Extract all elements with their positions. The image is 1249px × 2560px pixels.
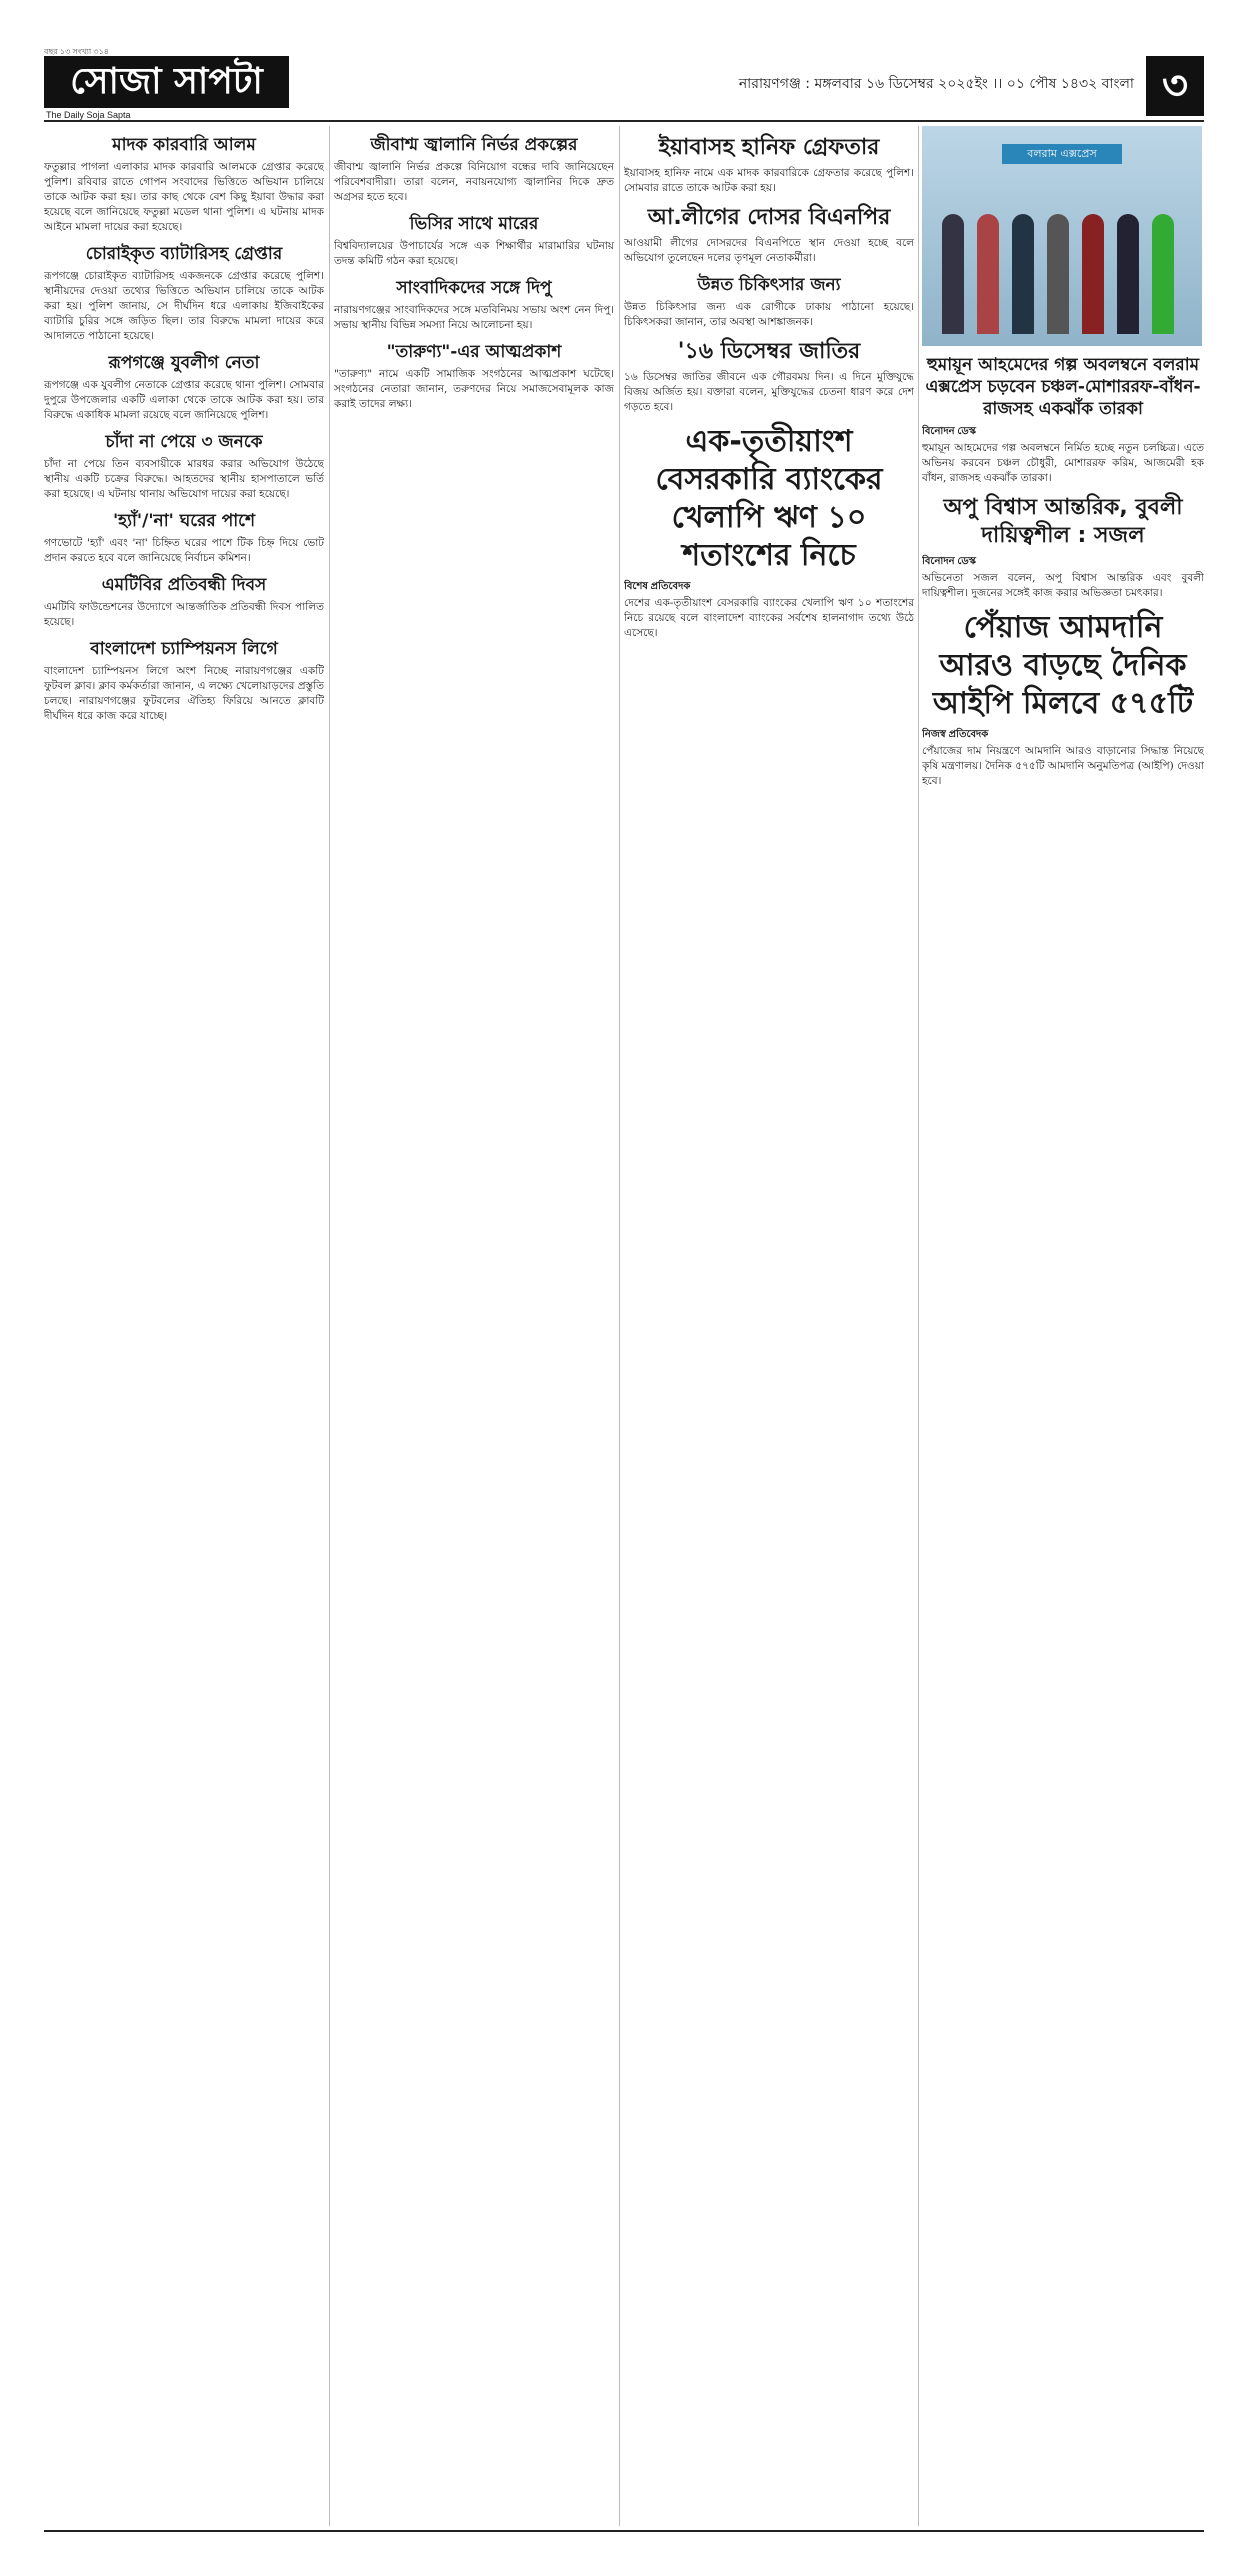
headline: 'হ্যাঁ'/'না' ঘরের পাশে xyxy=(112,511,256,531)
headline: উন্নত চিকিৎসার জন্য xyxy=(697,275,841,295)
headline: ভিসির সাথে মারের xyxy=(409,214,539,234)
headline: আ.লীগের দোসর বিএনপির xyxy=(647,205,891,230)
headline: মাদক কারবারি আলম xyxy=(112,135,256,155)
headline: এমটিবির প্রতিবন্ধী দিবস xyxy=(101,575,267,595)
article-body: ফতুল্লার পাগলা এলাকার মাদক কারবারি আলমকে গ্রেপ্তার করেছে পুলিশ। রবিবার রাতে গোপন সংবাদের ভিত্তিতে অভিযান চালিয়ে তাকে আটক করা হয়। তার কাছ থেকে বেশ কিছু ইয়াবা উদ্ধার করা হয়েছে বলে জানিয়েছে ফতুল্লা মডেল থানা পুলিশ। এ ঘটনায় মাদক আইনে মামলা দায়ের করা হয়েছে। xyxy=(44,161,324,233)
column-3 xyxy=(624,126,914,2526)
column-divider xyxy=(619,126,620,2526)
article-body: গণভোটে 'হ্যাঁ' এবং 'না' চিহ্নিত ঘরের পাশে টিক চিহ্ন দিয়ে ভোট প্রদান করতে হবে বলে জানিয়েছে নির্বাচন কমিশন। xyxy=(44,537,324,564)
news-photo xyxy=(922,126,1202,346)
headline: অপু বিশ্বাস আন্তরিক, বুবলী দায়িত্বশীল : সজল xyxy=(943,495,1183,548)
headline: "তারুণ্য"-এর আত্মপ্রকাশ xyxy=(386,342,562,362)
headline: '১৬ ডিসেম্বর জাতির xyxy=(677,339,861,364)
article-body: আওয়ামী লীগের দোসরদের বিএনপিতে স্থান দেওয়া হচ্ছে বলে অভিযোগ তুলেছেন দলের তৃণমূল নেতাকর্মীরা। xyxy=(624,237,914,264)
headline: হুমায়ূন আহমেদের গল্প অবলম্বনে বলরাম এক্সপ্রেস চড়বেন চঞ্চল-মোশাররফ-বাঁধন-রাজসহ একঝাঁক তারকা xyxy=(925,355,1201,419)
headline: ইয়াবাসহ হানিফ গ্রেফতার xyxy=(658,135,880,160)
masthead xyxy=(44,47,1204,120)
article-body: "তারুণ্য" নামে একটি সামাজিক সংগঠনের আত্মপ্রকাশ ঘটেছে। সংগঠনের নেতারা জানান, তরুণদের নিয়ে সমাজসেবামূলক কাজ করাই তাদের লক্ষ্য। xyxy=(334,368,614,410)
newspaper-logo: সোজা সাপটা xyxy=(44,56,289,108)
article-body: এমটিবি ফাউন্ডেশনের উদ্যোগে আন্তর্জাতিক প্রতিবন্ধী দিবস পালিত হয়েছে। xyxy=(44,601,324,628)
headline: রূপগঞ্জে যুবলীগ নেতা xyxy=(108,353,260,373)
article-body: ইয়াবাসহ হানিফ নামে এক মাদক কারবারিকে গ্রেফতার করেছে পুলিশ। সোমবার রাতে তাকে আটক করা হয়। xyxy=(624,167,914,194)
article-body: ১৬ ডিসেম্বর জাতির জীবনে এক গৌরবময় দিন। এ দিনে মুক্তিযুদ্ধে বিজয় অর্জিত হয়। বক্তারা বলেন, মুক্তিযুদ্ধের চেতনা ধারণ করে দেশ গড়তে হবে। xyxy=(624,371,914,413)
byline: নিজস্ব প্রতিবেদক xyxy=(922,729,989,740)
article-body: রূপগঞ্জে এক যুবলীগ নেতাকে গ্রেপ্তার করেছে থানা পুলিশ। সোমবার দুপুরে উপজেলার একটি এলাকা থেকে তাকে আটক করা হয়। তার বিরুদ্ধে একাধিক মামলা রয়েছে বলে জানিয়েছে পুলিশ। xyxy=(44,379,324,421)
article-body: রূপগঞ্জে চোরাইকৃত ব্যাটারিসহ একজনকে গ্রেপ্তার করেছে পুলিশ। স্থানীয়দের দেওয়া তথ্যের ভিত্তিতে অভিযান চালিয়ে তাকে আটক করা হয়। পুলিশ জানায়, সে দীর্ঘদিন ধরে এলাকায় ইজিবাইকের ব্যাটারি চুরির সঙ্গে জড়িত ছিল। তার বিরুদ্ধে মামলা দায়ের করে আদালতে পাঠানো হয়েছে। xyxy=(44,270,324,342)
article-body: উন্নত চিকিৎসার জন্য এক রোগীকে ঢাকায় পাঠানো হয়েছে। চিকিৎসকরা জানান, তার অবস্থা আশঙ্কাজনক। xyxy=(624,301,914,328)
headline: এক-তৃতীয়াংশ বেসরকারি ব্যাংকের খেলাপি ঋণ ১০ শতাংশের নিচে xyxy=(655,424,883,573)
column-2 xyxy=(334,126,614,2526)
header-rule xyxy=(44,120,1204,122)
article-body: দেশের এক-তৃতীয়াংশ বেসরকারি ব্যাংকের খেলাপি ঋণ ১০ শতাংশের নিচে রয়েছে বলে বাংলাদেশ ব্যাংকের সর্বশেষ হালনাগাদ তথ্যে উঠে এসেছে। xyxy=(624,597,914,639)
article-body: জীবাশ্ম জ্বালানি নির্ভর প্রকল্পে বিনিয়োগ বন্ধের দাবি জানিয়েছেন পরিবেশবাদীরা। তারা বলেন, নবায়নযোগ্য জ্বালানির দিকে দ্রুত অগ্রসর হতে হবে। xyxy=(334,161,614,203)
footer-rule xyxy=(44,2530,1204,2532)
headline: চাঁদা না পেয়ে ৩ জনকে xyxy=(105,432,263,452)
column-divider xyxy=(329,126,330,2526)
article-body: পেঁয়াজের দাম নিয়ন্ত্রণে আমদানি আরও বাড়ানোর সিদ্ধান্ত নিয়েছে কৃষি মন্ত্রণালয়। দৈনিক ৫৭৫টি আমদানি অনুমতিপত্র (আইপি) দেওয়া হবে। xyxy=(922,745,1204,787)
article-body: বাংলাদেশ চ্যাম্পিয়নস লিগে অংশ নিচ্ছে নারায়ণগঞ্জের একটি ফুটবল ক্লাব। ক্লাব কর্মকর্তারা জানান, এ লক্ষ্যে খেলোয়াড়দের প্রস্তুতি চলছে। নারায়ণগঞ্জের ফুটবলের ঐতিহ্য ফিরিয়ে আনতে ক্লাবটি দীর্ঘদিন ধরে কাজ করে যাচ্ছে। xyxy=(44,665,324,722)
article-body: অভিনেতা সজল বলেন, অপু বিশ্বাস আন্তরিক এবং বুবলী দায়িত্বশীল। দুজনের সঙ্গেই কাজ করার অভিজ্ঞতা চমৎকার। xyxy=(922,572,1204,599)
headline: জীবাশ্ম জ্বালানি নির্ভর প্রকল্পের xyxy=(370,135,578,155)
headline: পেঁয়াজ আমদানি আরও বাড়ছে দৈনিক আইপি মিলবে ৫৭৫টি xyxy=(932,610,1194,721)
column-4 xyxy=(922,126,1204,2526)
photo-banner: বলরাম এক্সপ্রেস xyxy=(1002,144,1122,164)
article-body: হুমায়ূন আহমেদের গল্প অবলম্বনে নির্মিত হচ্ছে নতুন চলচ্চিত্র। এতে অভিনয় করবেন চঞ্চল চৌধুরী, মোশাররফ করিম, আজমেরী হক বাঁধন, রাজসহ একঝাঁক তারকা। xyxy=(922,442,1204,484)
column-1 xyxy=(44,126,324,2526)
byline: বিনোদন ডেস্ক xyxy=(922,426,976,437)
article-body: বিশ্ববিদ্যালয়ের উপাচার্যের সঙ্গে এক শিক্ষার্থীর মারামারির ঘটনায় তদন্ত কমিটি গঠন করা হয়েছে। xyxy=(334,240,614,267)
headline: সাংবাদিকদের সঙ্গে দিপু xyxy=(396,278,552,298)
article-body: নারায়ণগঞ্জের সাংবাদিকদের সঙ্গে মতবিনিময় সভায় অংশ নেন দিপু। সভায় স্থানীয় বিভিন্ন সমস্যা নিয়ে আলোচনা হয়। xyxy=(334,304,614,331)
tagline: The Daily Soja Sapta xyxy=(46,110,131,120)
headline: বাংলাদেশ চ্যাম্পিয়নস লিগে xyxy=(90,639,278,659)
article-body: চাঁদা না পেয়ে তিন ব্যবসায়ীকে মারধর করার অভিযোগ উঠেছে স্থানীয় একটি চক্রের বিরুদ্ধে। আহতদের স্থানীয় হাসপাতালে ভর্তি করা হয়েছে। এ ঘটনায় থানায় অভিযোগ দায়ের করা হয়েছে। xyxy=(44,458,324,500)
headline: চোরাইকৃত ব্যাটারিসহ গ্রেপ্তার xyxy=(85,244,283,264)
byline: বিশেষ প্রতিবেদক xyxy=(624,581,691,592)
dateline: নারায়ণগঞ্জ : মঙ্গলবার ১৬ ডিসেম্বর ২০২৫ইং ।। ০১ পৌষ ১৪৩২ বাংলা xyxy=(738,76,1134,92)
column-divider xyxy=(918,126,919,2526)
byline: বিনোদন ডেস্ক xyxy=(922,556,976,567)
page-number: ৩ xyxy=(1146,56,1204,116)
issue-info: বছর ১৩ সংখ্যা ৩১৪ xyxy=(44,47,109,56)
